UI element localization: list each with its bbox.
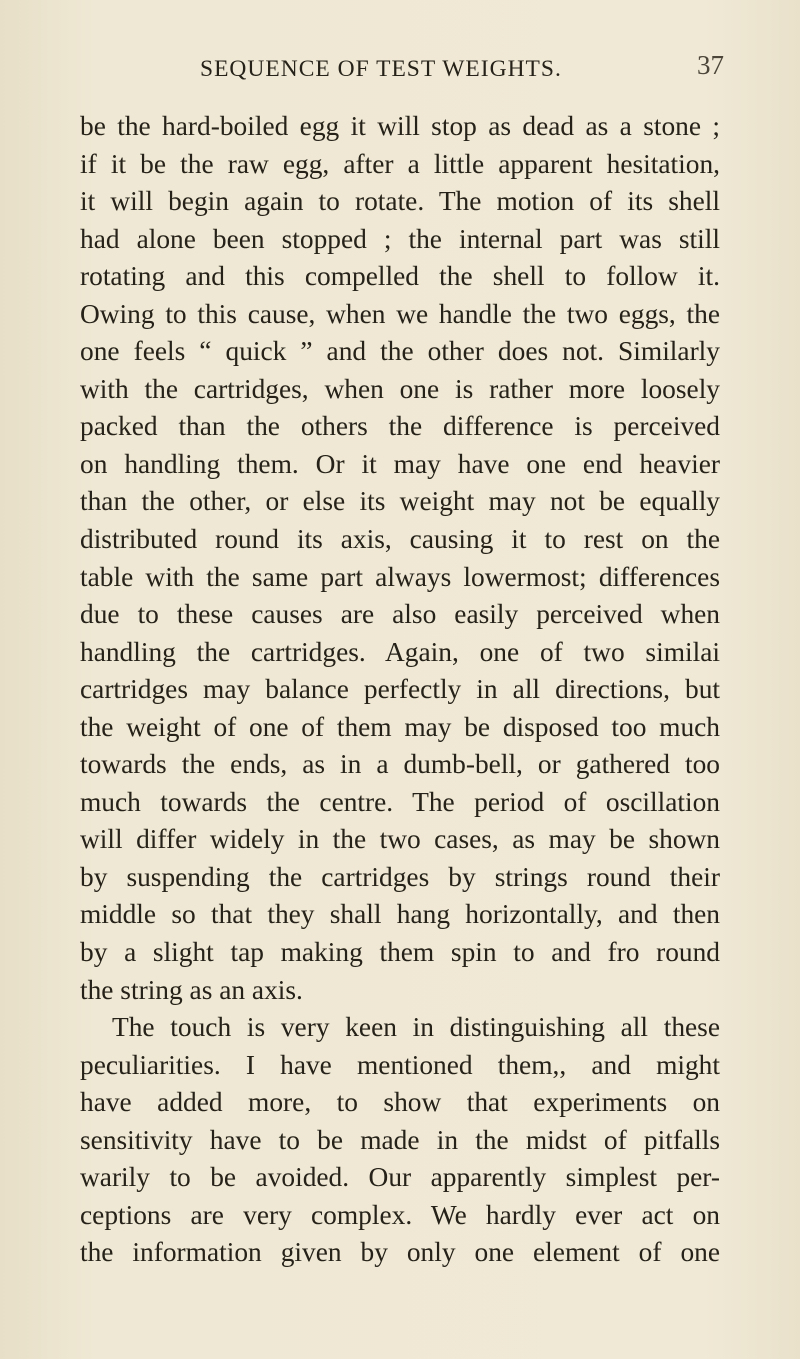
text-line: be the hard-boiled egg it will stop as dead as a stone ; [80, 111, 720, 141]
text-line: by suspending the cartridges by strings round their [80, 861, 720, 892]
text-line: ceptions are very complex. We hardly ever act on [80, 1199, 720, 1230]
text-line: table with the same part always lowermost; differences [80, 561, 720, 592]
text-line: much towards the centre. The period of oscillation [80, 786, 720, 817]
text-line: The touch is very keen in distinguishing all these [112, 1012, 720, 1043]
text-line: sensitivity have to be made in the midst of pitfalls [80, 1124, 720, 1155]
text-line: had alone been stopped ; the internal part was still [80, 223, 720, 254]
text-line: warily to be avoided. Our apparently simplest per- [80, 1162, 720, 1193]
text-line: packed than the others the difference is perceived [80, 411, 720, 442]
text-line: cartridges may balance perfectly in all directions, but [80, 674, 720, 705]
text-line: by a slight tap making them spin to and fro round [80, 937, 720, 968]
text-line: have added more, to show that experiments on [80, 1087, 720, 1118]
text-line: rotating and this compelled the shell to follow it. [80, 261, 720, 292]
text-line: it will begin again to rotate. The motion of its shell [80, 186, 720, 217]
text-line: if it be the raw egg, after a little apparent hesitation, [80, 148, 720, 179]
text-line: the weight of one of them may be disposed too much [80, 711, 720, 742]
paragraph-2 [80, 1009, 720, 1272]
text-line: Owing to this cause, when we handle the two eggs, the [80, 298, 720, 329]
text-line: handling the cartridges. Again, one of two similai [80, 636, 720, 667]
text-line: on handling them. Or it may have one end heavier [80, 448, 720, 479]
page-number: 37 [697, 50, 724, 80]
text-line: with the cartridges, when one is rather more loosely [80, 373, 720, 404]
text-line: towards the ends, as in a dumb-bell, or gathered too [80, 749, 720, 780]
body-text [80, 108, 720, 1272]
text-line: will differ widely in the two cases, as may be shown [80, 824, 720, 855]
paragraph-1 [80, 108, 720, 1009]
text-line: than the other, or else its weight may not be equally [80, 486, 720, 517]
text-line: one feels “ quick ” and the other does not. Similarly [80, 336, 720, 367]
text-line: peculiarities. I have mentioned them,, and might [80, 1049, 720, 1080]
text-line: the information given by only one element of one [80, 1237, 720, 1268]
text-line: distributed round its axis, causing it to rest on the [80, 524, 720, 555]
text-line: the string as an axis. [80, 974, 303, 1005]
running-head: SEQUENCE OF TEST WEIGHTS. [200, 56, 562, 82]
text-line: middle so that they shall hang horizontally, and then [80, 899, 720, 930]
text-line: due to these causes are also easily perceived when [80, 599, 720, 630]
